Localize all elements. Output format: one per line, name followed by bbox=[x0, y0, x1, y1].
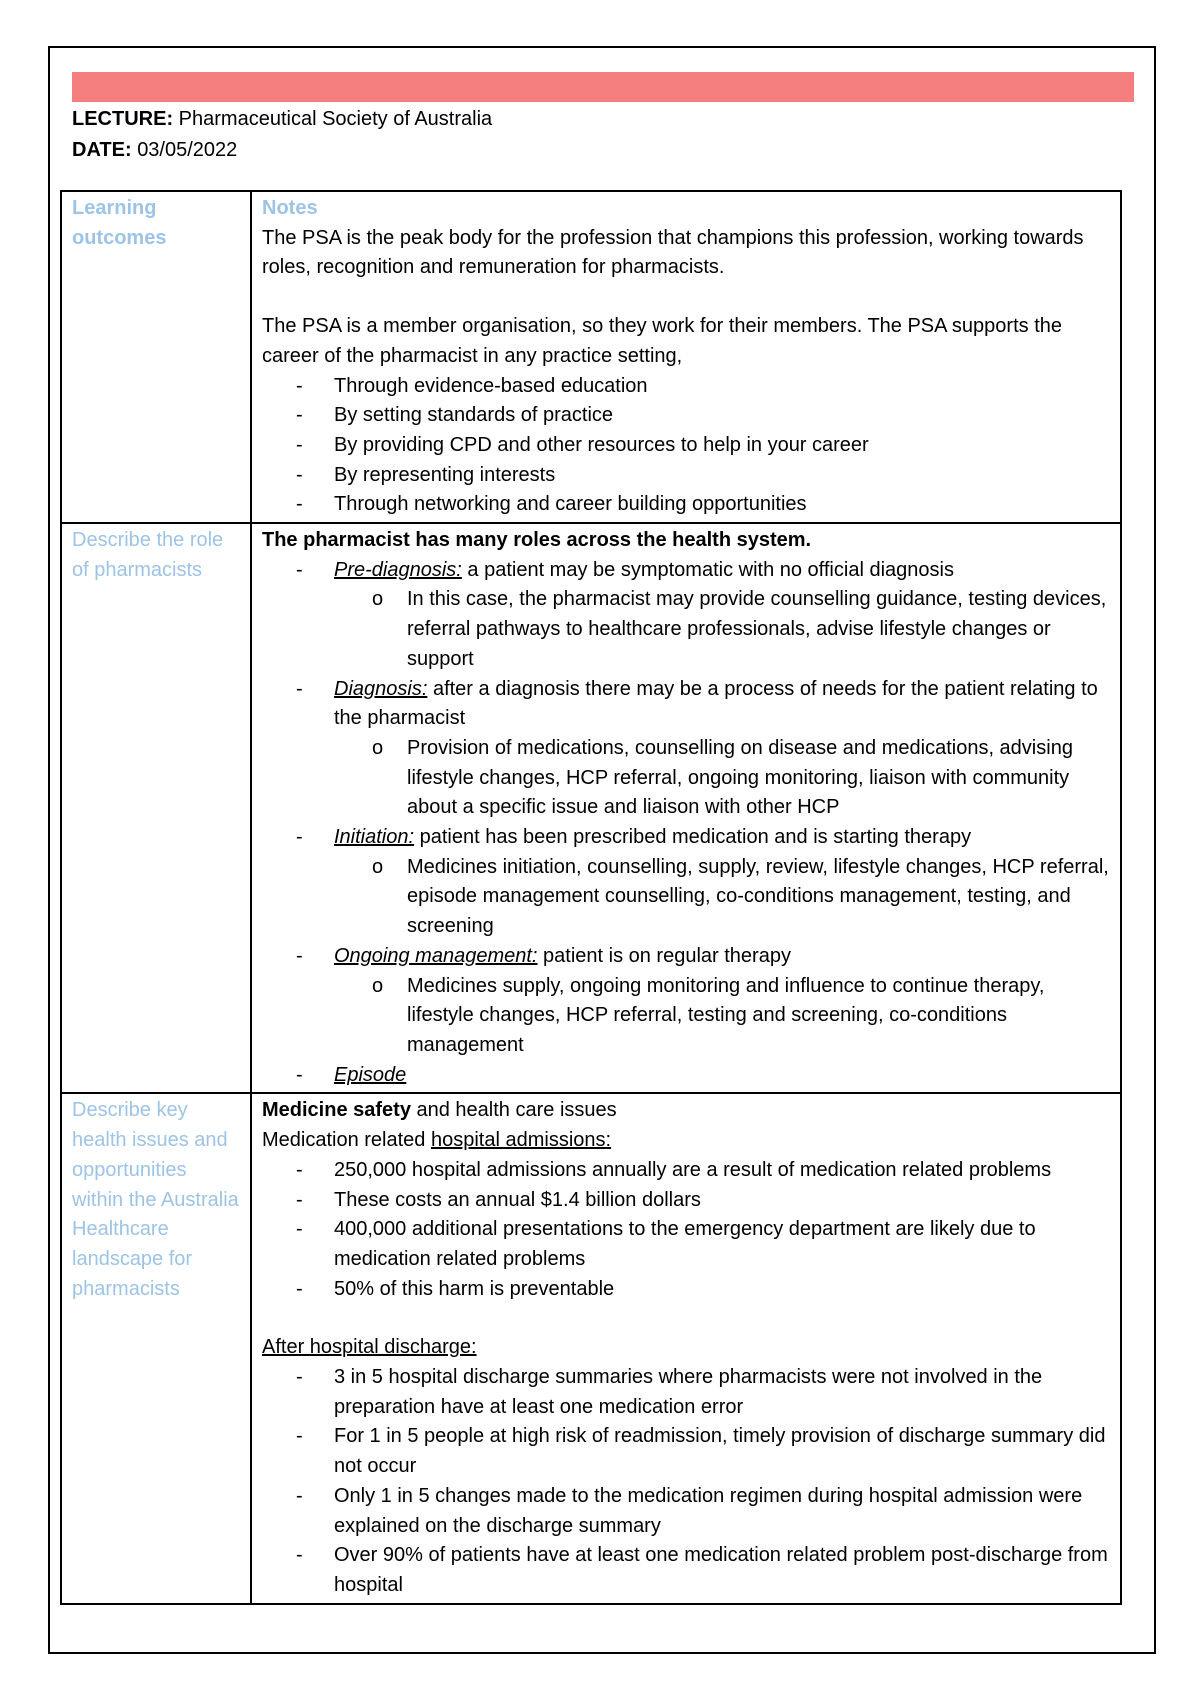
date-label: DATE: bbox=[72, 139, 132, 161]
list-item: o Medicines initiation, counselling, supply, review, lifestyle changes, HCP referral, episode management counselling, co-conditions management, testing, and screening bbox=[334, 853, 1112, 942]
table-row bbox=[61, 1093, 1121, 1603]
list-item: - 50% of this harm is preventable bbox=[262, 1275, 1112, 1305]
admissions-prefix: Medication related bbox=[262, 1129, 431, 1152]
list-item bbox=[262, 942, 1112, 1061]
learning-outcome-cell bbox=[61, 523, 251, 1093]
learning-outcome-cell bbox=[61, 191, 251, 523]
date-value: 03/05/2022 bbox=[137, 139, 238, 161]
role-sublist bbox=[334, 585, 1112, 674]
list-item: - By representing interests bbox=[262, 461, 1112, 491]
notes-table bbox=[60, 190, 1122, 1605]
list-item bbox=[262, 556, 1112, 675]
list-item bbox=[262, 823, 1112, 942]
roles-list bbox=[262, 556, 1112, 1091]
psa-paragraph-2: The PSA is a member organisation, so they work for their members. The PSA supports the career of the pharmacist in any practice setting, bbox=[262, 315, 1062, 367]
role-term: Ongoing management: bbox=[334, 944, 538, 967]
table-row bbox=[61, 191, 1121, 523]
lecture-title: Pharmaceutical Society of Australia bbox=[178, 108, 493, 130]
notes-cell bbox=[251, 1093, 1121, 1603]
list-item: - By setting standards of practice bbox=[262, 401, 1112, 431]
discharge-list bbox=[262, 1363, 1112, 1601]
list-item: o In this case, the pharmacist may provide counselling guidance, testing devices, referral pathways to healthcare professionals, advise lifestyle changes or support bbox=[334, 585, 1112, 674]
notes-heading: Notes bbox=[262, 197, 318, 219]
list-item bbox=[262, 675, 1112, 824]
list-item: - 3 in 5 hospital discharge summaries where pharmacists were not involved in the preparation have at least one medication error bbox=[262, 1363, 1112, 1422]
role-desc: a patient may be symptomatic with no official diagnosis bbox=[461, 558, 954, 581]
list-item bbox=[262, 1061, 1112, 1091]
admissions-subheading bbox=[262, 1126, 1112, 1156]
list-item: o Medicines supply, ongoing monitoring and influence to continue therapy, lifestyle changes, HCP referral, testing and screening, co-conditions management bbox=[334, 972, 1112, 1061]
table-row bbox=[61, 523, 1121, 1093]
role-sublist bbox=[334, 853, 1112, 942]
learning-outcome: Describe the role of pharmacists bbox=[72, 529, 224, 581]
role-desc: patient is on regular therapy bbox=[537, 944, 791, 967]
role-desc: after a diagnosis there may be a process of needs for the patient relating to the pharmacist bbox=[334, 677, 1098, 730]
role-term: Diagnosis: bbox=[334, 677, 428, 700]
role-sublist bbox=[334, 734, 1112, 823]
notes-cell bbox=[251, 191, 1121, 523]
learning-outcomes-heading: Learning outcomes bbox=[72, 197, 167, 249]
learning-outcome: Describe key health issues and opportunities within the Australia Healthcare landscape for pharmacists bbox=[72, 1099, 239, 1300]
list-item: - These costs an annual $1.4 billion dollars bbox=[262, 1186, 1112, 1216]
role-desc: patient has been prescribed medication and is starting therapy bbox=[414, 826, 972, 849]
lecture-meta bbox=[72, 104, 492, 166]
list-item: - 250,000 hospital admissions annually are a result of medication related problems bbox=[262, 1156, 1112, 1186]
list-item: - Through networking and career building opportunities bbox=[262, 490, 1112, 520]
list-item: o Provision of medications, counselling on disease and medications, advising lifestyle changes, HCP referral, ongoing monitoring, liaison with community about a specific issue and liaison with other HCP bbox=[334, 734, 1112, 823]
list-item: - 400,000 additional presentations to the emergency department are likely due to medication related problems bbox=[262, 1215, 1112, 1274]
header-bar bbox=[72, 72, 1134, 102]
list-item: - For 1 in 5 people at high risk of readmission, timely provision of discharge summary did not occur bbox=[262, 1422, 1112, 1481]
date-line bbox=[72, 135, 492, 166]
role-term: Pre-diagnosis: bbox=[334, 558, 462, 581]
role-term: Initiation: bbox=[334, 826, 415, 849]
safety-heading bbox=[262, 1096, 1112, 1126]
list-item: - Only 1 in 5 changes made to the medication regimen during hospital admission were explained on the discharge summary bbox=[262, 1482, 1112, 1541]
admissions-underlined: hospital admissions: bbox=[430, 1129, 612, 1152]
list-item: - By providing CPD and other resources to help in your career bbox=[262, 431, 1112, 461]
safety-heading-bold: Medicine safety bbox=[262, 1099, 411, 1122]
list-item: - Through evidence-based education bbox=[262, 372, 1112, 402]
lecture-label: LECTURE: bbox=[72, 108, 174, 130]
role-sublist bbox=[334, 972, 1112, 1061]
notes-cell bbox=[251, 523, 1121, 1093]
roles-heading: The pharmacist has many roles across the health system. bbox=[262, 529, 812, 552]
list-item: - Over 90% of patients have at least one medication related problem post-discharge from hospital bbox=[262, 1541, 1112, 1600]
role-term: Episode bbox=[334, 1063, 407, 1086]
safety-heading-rest: and health care issues bbox=[410, 1099, 617, 1122]
psa-support-list bbox=[262, 372, 1112, 521]
psa-paragraph-1: The PSA is the peak body for the profession that champions this profession, working towards roles, recognition and remuneration for pharmacists. bbox=[262, 226, 1084, 279]
learning-outcome-cell bbox=[61, 1093, 251, 1603]
lecture-line bbox=[72, 104, 492, 135]
admissions-list bbox=[262, 1156, 1112, 1305]
discharge-subheading: After hospital discharge: bbox=[262, 1336, 477, 1359]
